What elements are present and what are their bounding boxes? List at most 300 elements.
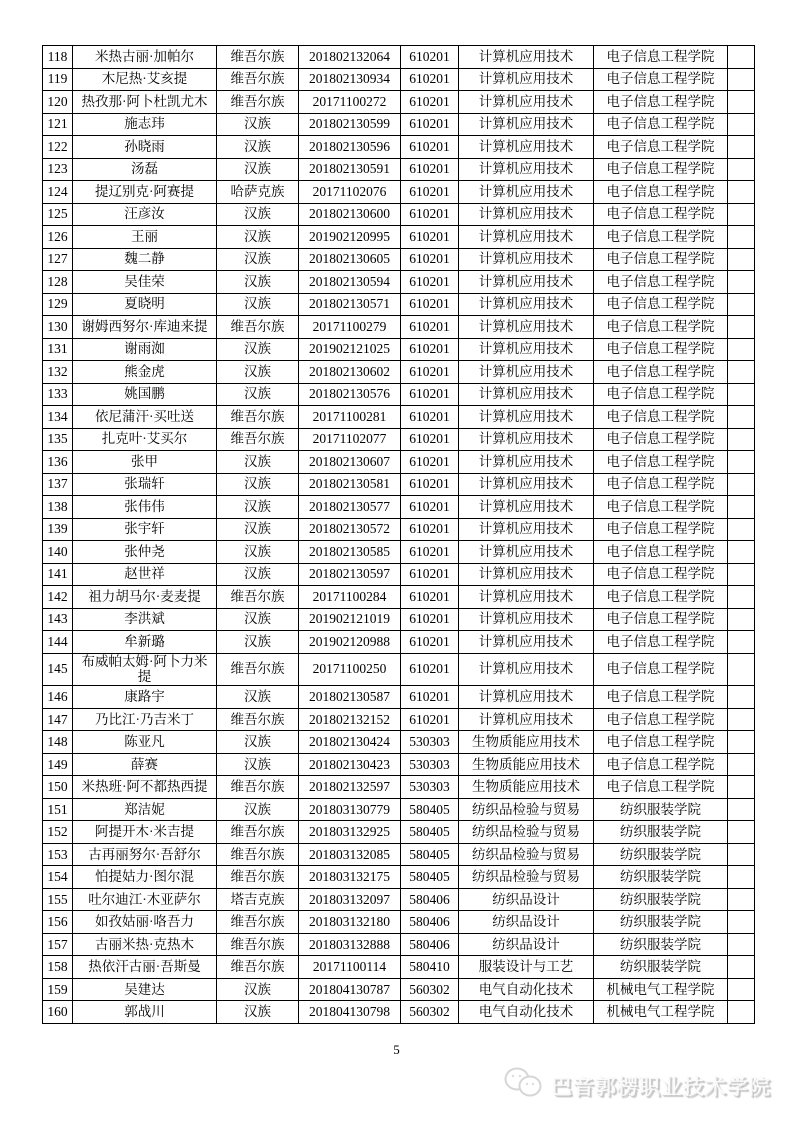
cell-blank [728,136,755,159]
cell-college: 电子信息工程学院 [594,406,728,429]
cell-student_id: 201803132085 [299,843,401,866]
cell-ethnicity: 维吾尔族 [217,843,299,866]
cell-no: 160 [43,1001,73,1024]
cell-name: 阿提开木·米吉提 [73,821,217,844]
cell-ethnicity: 汉族 [217,753,299,776]
cell-name: 古丽米热·克热木 [73,933,217,956]
table-row [43,888,755,911]
cell-blank [728,686,755,709]
cell-major_code: 610201 [401,361,459,384]
cell-blank [728,653,755,686]
cell-ethnicity: 汉族 [217,518,299,541]
cell-no: 128 [43,271,73,294]
cell-major_name: 计算机应用技术 [459,686,594,709]
cell-blank [728,731,755,754]
cell-name: 张瑞轩 [73,473,217,496]
table-row [43,383,755,406]
cell-name: 布威帕太姆·阿卜力米提 [73,653,217,686]
cell-name: 李洪斌 [73,608,217,631]
cell-ethnicity: 维吾尔族 [217,91,299,114]
cell-student_id: 201803132888 [299,933,401,956]
cell-major_name: 计算机应用技术 [459,473,594,496]
cell-student_id: 20171100279 [299,316,401,339]
cell-major_name: 计算机应用技术 [459,708,594,731]
cell-no: 141 [43,563,73,586]
cell-ethnicity: 汉族 [217,226,299,249]
cell-major_code: 610201 [401,113,459,136]
cell-name: 吐尔迪江·木亚萨尔 [73,888,217,911]
cell-student_id: 201802130596 [299,136,401,159]
cell-no: 134 [43,406,73,429]
cell-student_id: 20171100250 [299,653,401,686]
cell-no: 125 [43,203,73,226]
cell-college: 电子信息工程学院 [594,226,728,249]
cell-major_code: 610201 [401,473,459,496]
table-row [43,798,755,821]
cell-name: 熊金虎 [73,361,217,384]
cell-name: 陈亚凡 [73,731,217,754]
cell-major_name: 计算机应用技术 [459,563,594,586]
cell-major_code: 580405 [401,798,459,821]
cell-major_name: 生物质能应用技术 [459,753,594,776]
table-row [43,496,755,519]
cell-student_id: 20171100114 [299,956,401,979]
cell-name: 王丽 [73,226,217,249]
cell-major_name: 计算机应用技术 [459,608,594,631]
cell-name: 扎克叶·艾买尔 [73,428,217,451]
cell-major_name: 计算机应用技术 [459,541,594,564]
cell-ethnicity: 汉族 [217,978,299,1001]
cell-no: 138 [43,496,73,519]
cell-no: 133 [43,383,73,406]
cell-ethnicity: 汉族 [217,1001,299,1024]
cell-name: 张仲尧 [73,541,217,564]
cell-name: 赵世祥 [73,563,217,586]
table-row [43,181,755,204]
cell-major_name: 计算机应用技术 [459,113,594,136]
cell-college: 电子信息工程学院 [594,451,728,474]
cell-student_id: 201802132152 [299,708,401,731]
cell-blank [728,631,755,654]
cell-no: 118 [43,46,73,69]
cell-no: 159 [43,978,73,1001]
cell-blank [728,798,755,821]
cell-major_code: 610201 [401,406,459,429]
table-row [43,338,755,361]
cell-ethnicity: 汉族 [217,451,299,474]
cell-college: 电子信息工程学院 [594,46,728,69]
cell-college: 电子信息工程学院 [594,753,728,776]
cell-major_code: 610201 [401,248,459,271]
cell-college: 纺织服装学院 [594,866,728,889]
cell-major_name: 计算机应用技术 [459,271,594,294]
cell-major_code: 580406 [401,911,459,934]
cell-name: 牟新璐 [73,631,217,654]
cell-major_code: 610201 [401,158,459,181]
cell-major_name: 电气自动化技术 [459,1001,594,1024]
cell-college: 电子信息工程学院 [594,181,728,204]
cell-no: 122 [43,136,73,159]
cell-major_name: 计算机应用技术 [459,226,594,249]
cell-ethnicity: 汉族 [217,158,299,181]
cell-major_code: 610201 [401,586,459,609]
cell-major_code: 610201 [401,226,459,249]
cell-name: 张甲 [73,451,217,474]
cell-college: 机械电气工程学院 [594,978,728,1001]
table-row [43,843,755,866]
cell-major_code: 610201 [401,563,459,586]
cell-major_name: 计算机应用技术 [459,316,594,339]
cell-major_code: 610201 [401,653,459,686]
cell-college: 电子信息工程学院 [594,248,728,271]
cell-blank [728,496,755,519]
cell-blank [728,338,755,361]
cell-ethnicity: 汉族 [217,798,299,821]
cell-college: 纺织服装学院 [594,956,728,979]
cell-major_code: 580406 [401,933,459,956]
cell-student_id: 201802132064 [299,46,401,69]
cell-no: 126 [43,226,73,249]
cell-blank [728,821,755,844]
cell-name: 汪彦汝 [73,203,217,226]
cell-ethnicity: 塔吉克族 [217,888,299,911]
cell-blank [728,293,755,316]
cell-name: 谢姆西努尔·库迪来提 [73,316,217,339]
table-row [43,563,755,586]
cell-blank [728,68,755,91]
cell-student_id: 201803132097 [299,888,401,911]
cell-college: 电子信息工程学院 [594,338,728,361]
cell-student_id: 201802132597 [299,776,401,799]
cell-major_name: 计算机应用技术 [459,293,594,316]
cell-college: 电子信息工程学院 [594,731,728,754]
cell-student_id: 201802130600 [299,203,401,226]
cell-college: 电子信息工程学院 [594,496,728,519]
cell-college: 电子信息工程学院 [594,136,728,159]
cell-major_name: 计算机应用技术 [459,631,594,654]
table-row [43,158,755,181]
table-row [43,271,755,294]
cell-ethnicity: 汉族 [217,563,299,586]
cell-college: 纺织服装学院 [594,821,728,844]
cell-major_code: 610201 [401,68,459,91]
cell-major_code: 530303 [401,731,459,754]
table-row [43,866,755,889]
cell-no: 139 [43,518,73,541]
cell-name: 汤磊 [73,158,217,181]
cell-student_id: 201802130934 [299,68,401,91]
cell-name: 郭战川 [73,1001,217,1024]
cell-no: 142 [43,586,73,609]
cell-college: 电子信息工程学院 [594,653,728,686]
cell-no: 137 [43,473,73,496]
table-row [43,541,755,564]
table-row [43,911,755,934]
cell-name: 康路宇 [73,686,217,709]
table-row [43,753,755,776]
cell-blank [728,1001,755,1024]
cell-major_name: 纺织品检验与贸易 [459,798,594,821]
cell-blank [728,383,755,406]
cell-major_name: 纺织品设计 [459,911,594,934]
cell-student_id: 20171100284 [299,586,401,609]
cell-blank [728,271,755,294]
cell-no: 127 [43,248,73,271]
table-row [43,978,755,1001]
cell-no: 124 [43,181,73,204]
cell-student_id: 201802130572 [299,518,401,541]
cell-no: 154 [43,866,73,889]
cell-college: 电子信息工程学院 [594,203,728,226]
cell-student_id: 20171102077 [299,428,401,451]
table-row [43,136,755,159]
cell-student_id: 201802130607 [299,451,401,474]
cell-student_id: 201802130587 [299,686,401,709]
cell-college: 纺织服装学院 [594,911,728,934]
cell-major_code: 610201 [401,686,459,709]
cell-ethnicity: 维吾尔族 [217,866,299,889]
cell-ethnicity: 维吾尔族 [217,428,299,451]
cell-name: 木尼热·艾亥提 [73,68,217,91]
cell-major_name: 计算机应用技术 [459,428,594,451]
cell-college: 电子信息工程学院 [594,518,728,541]
cell-no: 145 [43,653,73,686]
cell-name: 祖力胡马尔·麦麦提 [73,586,217,609]
cell-college: 电子信息工程学院 [594,708,728,731]
cell-student_id: 201902120988 [299,631,401,654]
cell-blank [728,708,755,731]
cell-blank [728,451,755,474]
table-row [43,248,755,271]
cell-no: 153 [43,843,73,866]
cell-blank [728,316,755,339]
cell-blank [728,563,755,586]
table-row [43,226,755,249]
cell-college: 纺织服装学院 [594,798,728,821]
cell-college: 纺织服装学院 [594,843,728,866]
cell-blank [728,203,755,226]
page-number: 5 [393,1042,400,1057]
table-row [43,776,755,799]
cell-ethnicity: 维吾尔族 [217,911,299,934]
table-row [43,316,755,339]
cell-student_id: 201802130424 [299,731,401,754]
cell-college: 电子信息工程学院 [594,586,728,609]
cell-blank [728,776,755,799]
cell-major_code: 610201 [401,428,459,451]
cell-no: 156 [43,911,73,934]
cell-student_id: 201802130577 [299,496,401,519]
cell-no: 158 [43,956,73,979]
cell-no: 155 [43,888,73,911]
cell-college: 电子信息工程学院 [594,158,728,181]
cell-major_name: 纺织品检验与贸易 [459,843,594,866]
cell-major_code: 610201 [401,203,459,226]
cell-major_code: 560302 [401,978,459,1001]
cell-no: 151 [43,798,73,821]
cell-blank [728,956,755,979]
cell-name: 米热古丽·加帕尔 [73,46,217,69]
cell-major_code: 580406 [401,888,459,911]
cell-name: 乃比江·乃吉米丁 [73,708,217,731]
cell-college: 纺织服装学院 [594,933,728,956]
cell-no: 123 [43,158,73,181]
cell-student_id: 201802130599 [299,113,401,136]
cell-major_code: 610201 [401,541,459,564]
cell-ethnicity: 汉族 [217,496,299,519]
cell-major_name: 电气自动化技术 [459,978,594,1001]
cell-no: 136 [43,451,73,474]
table-row [43,68,755,91]
cell-ethnicity: 汉族 [217,383,299,406]
cell-college: 电子信息工程学院 [594,113,728,136]
student-table-body [43,46,755,1024]
table-row [43,91,755,114]
table-row [43,631,755,654]
watermark-text: 巴音郭楞职业技术学院 [551,1074,771,1099]
cell-ethnicity: 维吾尔族 [217,586,299,609]
cell-ethnicity: 维吾尔族 [217,776,299,799]
cell-no: 149 [43,753,73,776]
cell-major_name: 计算机应用技术 [459,518,594,541]
cell-major_name: 服装设计与工艺 [459,956,594,979]
cell-student_id: 201802130585 [299,541,401,564]
cell-college: 电子信息工程学院 [594,361,728,384]
cell-no: 120 [43,91,73,114]
cell-major_name: 计算机应用技术 [459,338,594,361]
cell-name: 夏晓明 [73,293,217,316]
table-row [43,113,755,136]
cell-name: 依尼蒲汗·买吐送 [73,406,217,429]
cell-college: 电子信息工程学院 [594,631,728,654]
cell-student_id: 20171102076 [299,181,401,204]
cell-ethnicity: 维吾尔族 [217,316,299,339]
cell-student_id: 201802130581 [299,473,401,496]
table-row [43,608,755,631]
cell-no: 146 [43,686,73,709]
cell-name: 薛赛 [73,753,217,776]
cell-college: 电子信息工程学院 [594,428,728,451]
cell-blank [728,518,755,541]
table-row [43,933,755,956]
table-row [43,451,755,474]
table-row [43,1001,755,1024]
cell-college: 电子信息工程学院 [594,563,728,586]
cell-no: 148 [43,731,73,754]
cell-college: 纺织服装学院 [594,888,728,911]
cell-college: 电子信息工程学院 [594,608,728,631]
cell-major_code: 610201 [401,181,459,204]
cell-major_name: 计算机应用技术 [459,653,594,686]
cell-major_name: 计算机应用技术 [459,586,594,609]
cell-college: 电子信息工程学院 [594,473,728,496]
cell-major_code: 560302 [401,1001,459,1024]
cell-student_id: 20171100272 [299,91,401,114]
cell-student_id: 201902121025 [299,338,401,361]
cell-ethnicity: 维吾尔族 [217,821,299,844]
table-row [43,686,755,709]
cell-blank [728,248,755,271]
cell-major_code: 610201 [401,338,459,361]
cell-name: 吴建达 [73,978,217,1001]
cell-ethnicity: 维吾尔族 [217,956,299,979]
cell-blank [728,541,755,564]
cell-student_id: 201802130571 [299,293,401,316]
school-logo-icon [503,1066,545,1105]
cell-blank [728,226,755,249]
cell-ethnicity: 汉族 [217,113,299,136]
cell-name: 张宇轩 [73,518,217,541]
cell-blank [728,933,755,956]
table-row [43,293,755,316]
cell-name: 古再丽努尔·吾舒尔 [73,843,217,866]
cell-student_id: 201902120995 [299,226,401,249]
cell-college: 电子信息工程学院 [594,91,728,114]
cell-student_id: 201804130798 [299,1001,401,1024]
cell-blank [728,181,755,204]
table-row [43,518,755,541]
cell-major_name: 计算机应用技术 [459,68,594,91]
cell-blank [728,406,755,429]
cell-ethnicity: 汉族 [217,338,299,361]
cell-major_name: 计算机应用技术 [459,91,594,114]
cell-no: 157 [43,933,73,956]
table-row [43,708,755,731]
cell-major_code: 610201 [401,496,459,519]
cell-name: 米热班·阿不都热西提 [73,776,217,799]
cell-student_id: 201802130576 [299,383,401,406]
cell-name: 张伟伟 [73,496,217,519]
cell-ethnicity: 汉族 [217,293,299,316]
cell-student_id: 201803132180 [299,911,401,934]
cell-ethnicity: 汉族 [217,361,299,384]
table-row [43,203,755,226]
cell-blank [728,473,755,496]
cell-no: 147 [43,708,73,731]
cell-major_code: 610201 [401,518,459,541]
cell-no: 121 [43,113,73,136]
cell-blank [728,866,755,889]
cell-college: 电子信息工程学院 [594,776,728,799]
cell-ethnicity: 维吾尔族 [217,708,299,731]
table-row [43,361,755,384]
cell-ethnicity: 汉族 [217,203,299,226]
cell-no: 131 [43,338,73,361]
cell-college: 电子信息工程学院 [594,271,728,294]
cell-blank [728,46,755,69]
cell-name: 提辽别克·阿赛提 [73,181,217,204]
cell-ethnicity: 汉族 [217,608,299,631]
cell-major_name: 计算机应用技术 [459,181,594,204]
cell-student_id: 201803130779 [299,798,401,821]
cell-no: 135 [43,428,73,451]
cell-blank [728,608,755,631]
cell-ethnicity: 汉族 [217,248,299,271]
cell-blank [728,91,755,114]
cell-blank [728,428,755,451]
cell-name: 郑洁妮 [73,798,217,821]
table-row [43,653,755,686]
cell-no: 150 [43,776,73,799]
cell-major_code: 610201 [401,383,459,406]
cell-college: 电子信息工程学院 [594,316,728,339]
cell-major_code: 610201 [401,46,459,69]
table-row [43,428,755,451]
cell-ethnicity: 汉族 [217,631,299,654]
cell-no: 130 [43,316,73,339]
cell-name: 魏二静 [73,248,217,271]
cell-major_code: 610201 [401,136,459,159]
